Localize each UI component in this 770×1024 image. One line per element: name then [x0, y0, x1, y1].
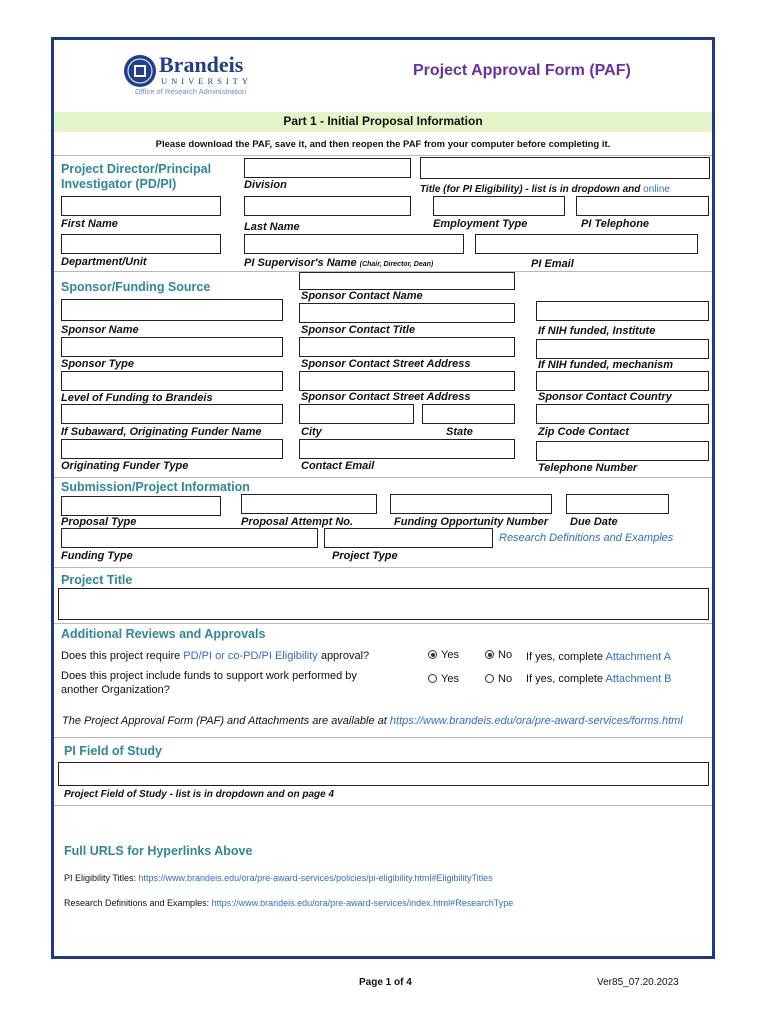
brandeis-logo — [121, 52, 261, 98]
divider — [54, 567, 712, 568]
proposal-type-field[interactable] — [61, 496, 221, 516]
funding-opportunity-label: Funding Opportunity Number — [394, 516, 548, 528]
pi-title-field[interactable] — [420, 157, 710, 179]
pi-telephone-label: PI Telephone — [581, 218, 650, 230]
sponsor-contact-title-field[interactable] — [299, 303, 515, 323]
pi-telephone-field[interactable] — [576, 196, 709, 216]
logo-office: Office of Research Administration — [135, 87, 247, 96]
nih-institute-field[interactable] — [536, 301, 709, 321]
pi-title-label: Title (for PI Eligibility) - list is in dropdown and online — [420, 184, 670, 195]
pi-eligibility-url: PI Eligibility Titles: https://www.brandeis.edu/ora/pre-award-services/policies/pi-eligibility.html#EligibilityTitles — [64, 873, 493, 883]
funding-level-label: Level of Funding to Brandeis — [61, 392, 213, 404]
question-eligibility: Does this project require PD/PI or co-PD/PI Eligibility approval? — [61, 650, 370, 662]
attachment-a-link[interactable]: Attachment A — [605, 651, 671, 663]
divider — [54, 155, 712, 156]
department-field[interactable] — [61, 234, 221, 254]
sponsor-contact-name-label: Sponsor Contact Name — [301, 290, 423, 302]
due-date-field[interactable] — [566, 494, 669, 514]
availability-text: The Project Approval Form (PAF) and Attachments are available at https://www.brandeis.edu/ora/pre-award-services/forms.html — [62, 715, 683, 727]
proposal-attempt-label: Proposal Attempt No. — [241, 516, 354, 528]
first-name-label: First Name — [61, 218, 118, 230]
attachment-b-link[interactable]: Attachment B — [605, 673, 672, 685]
page-number: Page 1 of 4 — [359, 977, 412, 988]
sponsor-section-title: Sponsor/Funding Source — [61, 280, 211, 294]
employment-type-field[interactable] — [433, 196, 565, 216]
reviews-section-title: Additional Reviews and Approvals — [61, 627, 266, 641]
originating-funder-type-label: Originating Funder Type — [61, 460, 189, 472]
pi-eligibility-url-link[interactable]: https://www.brandeis.edu/ora/pre-award-services/policies/pi-eligibility.html#EligibilityTitles — [138, 873, 493, 883]
supervisor-field[interactable] — [244, 234, 464, 254]
form-title: Project Approval Form (PAF) — [413, 62, 631, 79]
project-type-field[interactable] — [324, 528, 493, 548]
last-name-field[interactable] — [244, 196, 411, 216]
supervisor-label: PI Supervisor's Name (Chair, Director, Dean) — [244, 257, 434, 269]
street-address-1-field[interactable] — [299, 337, 515, 357]
field-of-study-field[interactable] — [58, 762, 709, 786]
version-label: Ver85_07.20.2023 — [597, 977, 679, 988]
radio-icon[interactable] — [485, 674, 494, 683]
submission-section-title: Submission/Project Information — [61, 480, 250, 494]
part1-heading: Part 1 - Initial Proposal Information — [283, 114, 483, 128]
contact-country-label: Sponsor Contact Country — [538, 391, 672, 403]
divider — [54, 623, 712, 624]
q1-no-option[interactable]: No — [485, 649, 512, 661]
forms-link[interactable]: https://www.brandeis.edu/ora/pre-award-services/forms.html — [389, 715, 683, 727]
funding-opportunity-field[interactable] — [390, 494, 552, 514]
sponsor-contact-title-label: Sponsor Contact Title — [301, 324, 416, 336]
employment-type-label: Employment Type — [433, 218, 528, 230]
contact-email-field[interactable] — [299, 439, 515, 459]
radio-icon[interactable] — [428, 674, 437, 683]
research-definitions-url: Research Definitions and Examples: https://www.brandeis.edu/ora/pre-award-services/index.html#ResearchType — [64, 898, 514, 908]
logo-sub: UNIVERSITY — [161, 76, 252, 86]
pi-section-title: Project Director/Principal — [61, 162, 212, 176]
part1-instruction: Please download the PAF, save it, and then reopen the PAF from your computer before completing it. — [155, 139, 611, 150]
urls-section-title: Full URLS for Hyperlinks Above — [64, 844, 253, 858]
pi-email-field[interactable] — [475, 234, 698, 254]
field-of-study-label: Project Field of Study - list is in dropdown and on page 4 — [64, 789, 335, 800]
q2-yes-option[interactable]: Yes — [428, 673, 459, 685]
state-field[interactable] — [422, 404, 515, 424]
project-title-section: Project Title — [61, 573, 133, 587]
divider — [54, 805, 712, 806]
telephone-number-field[interactable] — [536, 441, 709, 461]
funding-level-field[interactable] — [61, 371, 283, 391]
q2-note: If yes, complete Attachment B — [526, 673, 672, 685]
research-definitions-link[interactable]: Research Definitions and Examples — [499, 532, 674, 544]
research-definitions-url-link[interactable]: https://www.brandeis.edu/ora/pre-award-services/index.html#ResearchType — [211, 898, 514, 908]
department-label: Department/Unit — [61, 256, 147, 268]
q1-yes-option[interactable]: Yes — [428, 649, 459, 661]
project-title-field[interactable] — [58, 588, 709, 620]
logo-name: Brandeis — [159, 52, 244, 77]
subaward-funder-label: If Subaward, Originating Funder Name — [61, 426, 262, 438]
nih-mechanism-field[interactable] — [536, 339, 709, 359]
telephone-number-label: Telephone Number — [538, 462, 638, 474]
field-of-study-section: PI Field of Study — [64, 744, 162, 758]
sponsor-name-label: Sponsor Name — [61, 324, 139, 336]
question-subaward-line2: another Organization? — [61, 684, 170, 696]
online-link[interactable]: online — [643, 184, 670, 195]
due-date-label: Due Date — [570, 516, 618, 528]
city-label: City — [301, 426, 322, 438]
eligibility-link[interactable]: PD/PI or co-PD/PI Eligibility — [183, 650, 318, 662]
radio-icon[interactable] — [485, 650, 494, 659]
proposal-type-label: Proposal Type — [61, 516, 137, 528]
contact-email-label: Contact Email — [301, 460, 375, 472]
street-address-2-field[interactable] — [299, 371, 515, 391]
sponsor-name-field[interactable] — [61, 299, 283, 321]
street-address-2-label: Sponsor Contact Street Address — [301, 391, 471, 403]
division-field[interactable] — [244, 158, 411, 178]
funding-type-field[interactable] — [61, 528, 318, 548]
division-label: Division — [244, 179, 287, 191]
zip-code-label: Zip Code Contact — [538, 426, 630, 438]
radio-icon[interactable] — [428, 650, 437, 659]
subaward-funder-field[interactable] — [61, 404, 283, 424]
zip-code-field[interactable] — [536, 404, 709, 424]
divider — [54, 737, 712, 738]
pi-section-title-2: Investigator (PD/PI) — [61, 177, 177, 191]
nih-institute-label: If NIH funded, Institute — [538, 325, 656, 337]
pi-email-label: PI Email — [531, 258, 574, 270]
first-name-field[interactable] — [61, 196, 221, 216]
project-type-label: Project Type — [332, 550, 398, 562]
sponsor-type-label: Sponsor Type — [61, 358, 134, 370]
street-address-1-label: Sponsor Contact Street Address — [301, 358, 471, 370]
last-name-label: Last Name — [244, 221, 300, 233]
originating-funder-type-field[interactable] — [61, 439, 283, 459]
seal-icon — [123, 54, 157, 88]
q2-no-option[interactable]: No — [485, 673, 512, 685]
city-field[interactable] — [299, 404, 414, 424]
state-label: State — [446, 426, 473, 438]
contact-country-field[interactable] — [536, 371, 709, 391]
proposal-attempt-field[interactable] — [241, 494, 377, 514]
sponsor-contact-name-field[interactable] — [299, 272, 515, 290]
q1-note: If yes, complete Attachment A — [526, 651, 671, 663]
question-subaward-line1: Does this project include funds to support work performed by — [61, 670, 357, 682]
funding-type-label: Funding Type — [61, 550, 133, 562]
divider — [54, 477, 712, 478]
nih-mechanism-label: If NIH funded, mechanism — [538, 359, 674, 371]
sponsor-type-field[interactable] — [61, 337, 283, 357]
